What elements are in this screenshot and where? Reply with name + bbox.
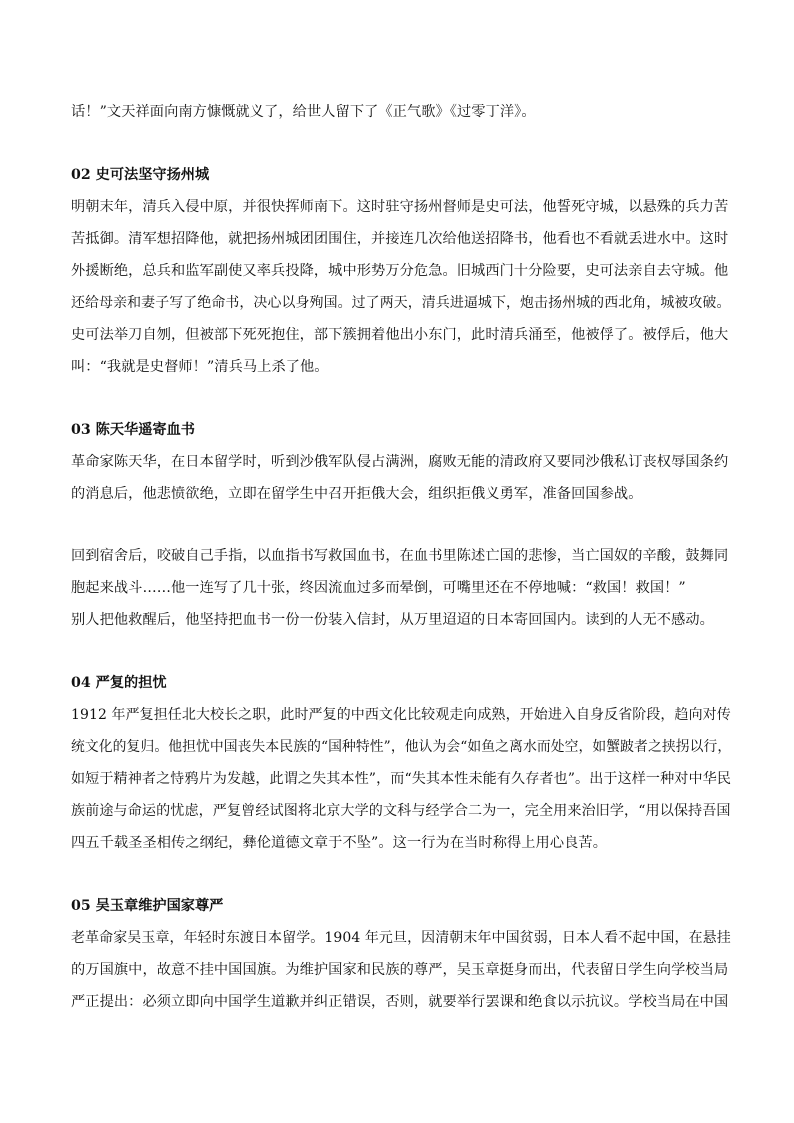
section-heading-05: 05 吴玉章维护国家尊严	[71, 898, 224, 914]
section-02-line-5: 史可法举刀自刎，但被部下死死抱住，部下簇拥着他出小东门，此时清兵涌至，他被俘了。被俘后，他大	[71, 327, 729, 343]
section-02-line-2: 苦抵御。清军想招降他，就把扬州城团团围住，并接连几次给他送招降书，他看也不看就丢进水中。这时	[71, 231, 729, 247]
section-03-line-4: 胞起来战斗……他一连写了几十张，终因流血过多而晕倒，可嘴里还在不停地喊：“救国！救国！”	[71, 580, 686, 596]
section-04-line-2: 统文化的复归。他担忧中国丧失本民族的“国种特性”，他认为会“如鱼之离水而处空，如蟹跛者之挟拐以行，	[71, 739, 732, 755]
section-03-line-3: 回到宿舍后，咬破自己手指，以血指书写救国血书，在血书里陈述亡国的悲惨，当亡国奴的辛酸，鼓舞同	[71, 548, 729, 564]
section-03-line-5: 别人把他救醒后，他坚持把血书一份一份装入信封，从万里迢迢的日本寄回国内。读到的人无不感动。	[71, 612, 714, 628]
section-05-line-1: 老革命家吴玉章，年轻时东渡日本留学。1904 年元旦，因清朝末年中国贫弱，日本人看不起中国，在悬挂	[71, 930, 731, 946]
section-03-line-2: 的消息后，他悲愤欲绝，立即在留学生中召开拒俄大会，组织拒俄义勇军，准备回国参战。	[71, 486, 643, 502]
section-02-line-1: 明朝末年，清兵入侵中原，并很快挥师南下。这时驻守扬州督师是史可法，他誓死守城，以悬殊的兵力苦	[71, 199, 729, 215]
section-04-line-3: 如短于精神者之恃鸦片为发越，此谓之失其本性”，而“失其本性未能有久存者也”。出于这样一种对中华民	[71, 771, 732, 787]
section-04-line-5: 四五千载圣圣相传之纲纪，彝伦道德文章于不坠”。这一行为在当时称得上用心良苦。	[71, 835, 607, 851]
intro-line: 话！”文天祥面向南方慷慨就义了，给世人留下了《正气歌》《过零丁洋》。	[71, 104, 536, 120]
section-heading-03: 03 陈天华遥寄血书	[71, 422, 195, 438]
section-04-line-4: 族前途与命运的忧虑，严复曾经试图将北京大学的文科与经学合二为一，完全用来治旧学，“用以保持吾国	[71, 803, 731, 819]
section-02-line-4: 还给母亲和妻子写了绝命书，决心以身殉国。过了两天，清兵进逼城下，炮击扬州城的西北角，城被攻破。	[71, 295, 731, 311]
section-05-line-2: 的万国旗中，故意不挂中国国旗。为维护国家和民族的尊严，吴玉章挺身而出，代表留日学生向学校当局	[71, 962, 729, 978]
section-02-line-3: 外援断绝，总兵和监军副使又率兵投降，城中形势万分危急。旧城西门十分险要，史可法亲自去守城。他	[71, 263, 729, 279]
section-03-line-1: 革命家陈天华，在日本留学时，听到沙俄军队侵占满洲，腐败无能的清政府又要同沙俄私订丧权辱国条约	[71, 454, 729, 470]
section-heading-02: 02 史可法坚守扬州城	[71, 167, 210, 183]
section-heading-04: 04 严复的担忧	[71, 675, 167, 691]
section-05-line-3: 严正提出：必须立即向中国学生道歉并纠正错误，否则，就要举行罢课和绝食以示抗议。学校当局在中国	[71, 994, 729, 1010]
section-02-line-6: 叫：“我就是史督师！”清兵马上杀了他。	[71, 359, 329, 375]
section-04-line-1: 1912 年严复担任北大校长之职，此时严复的中西文化比较观走向成熟，开始进入自身反省阶段，趋向对传	[71, 707, 731, 723]
